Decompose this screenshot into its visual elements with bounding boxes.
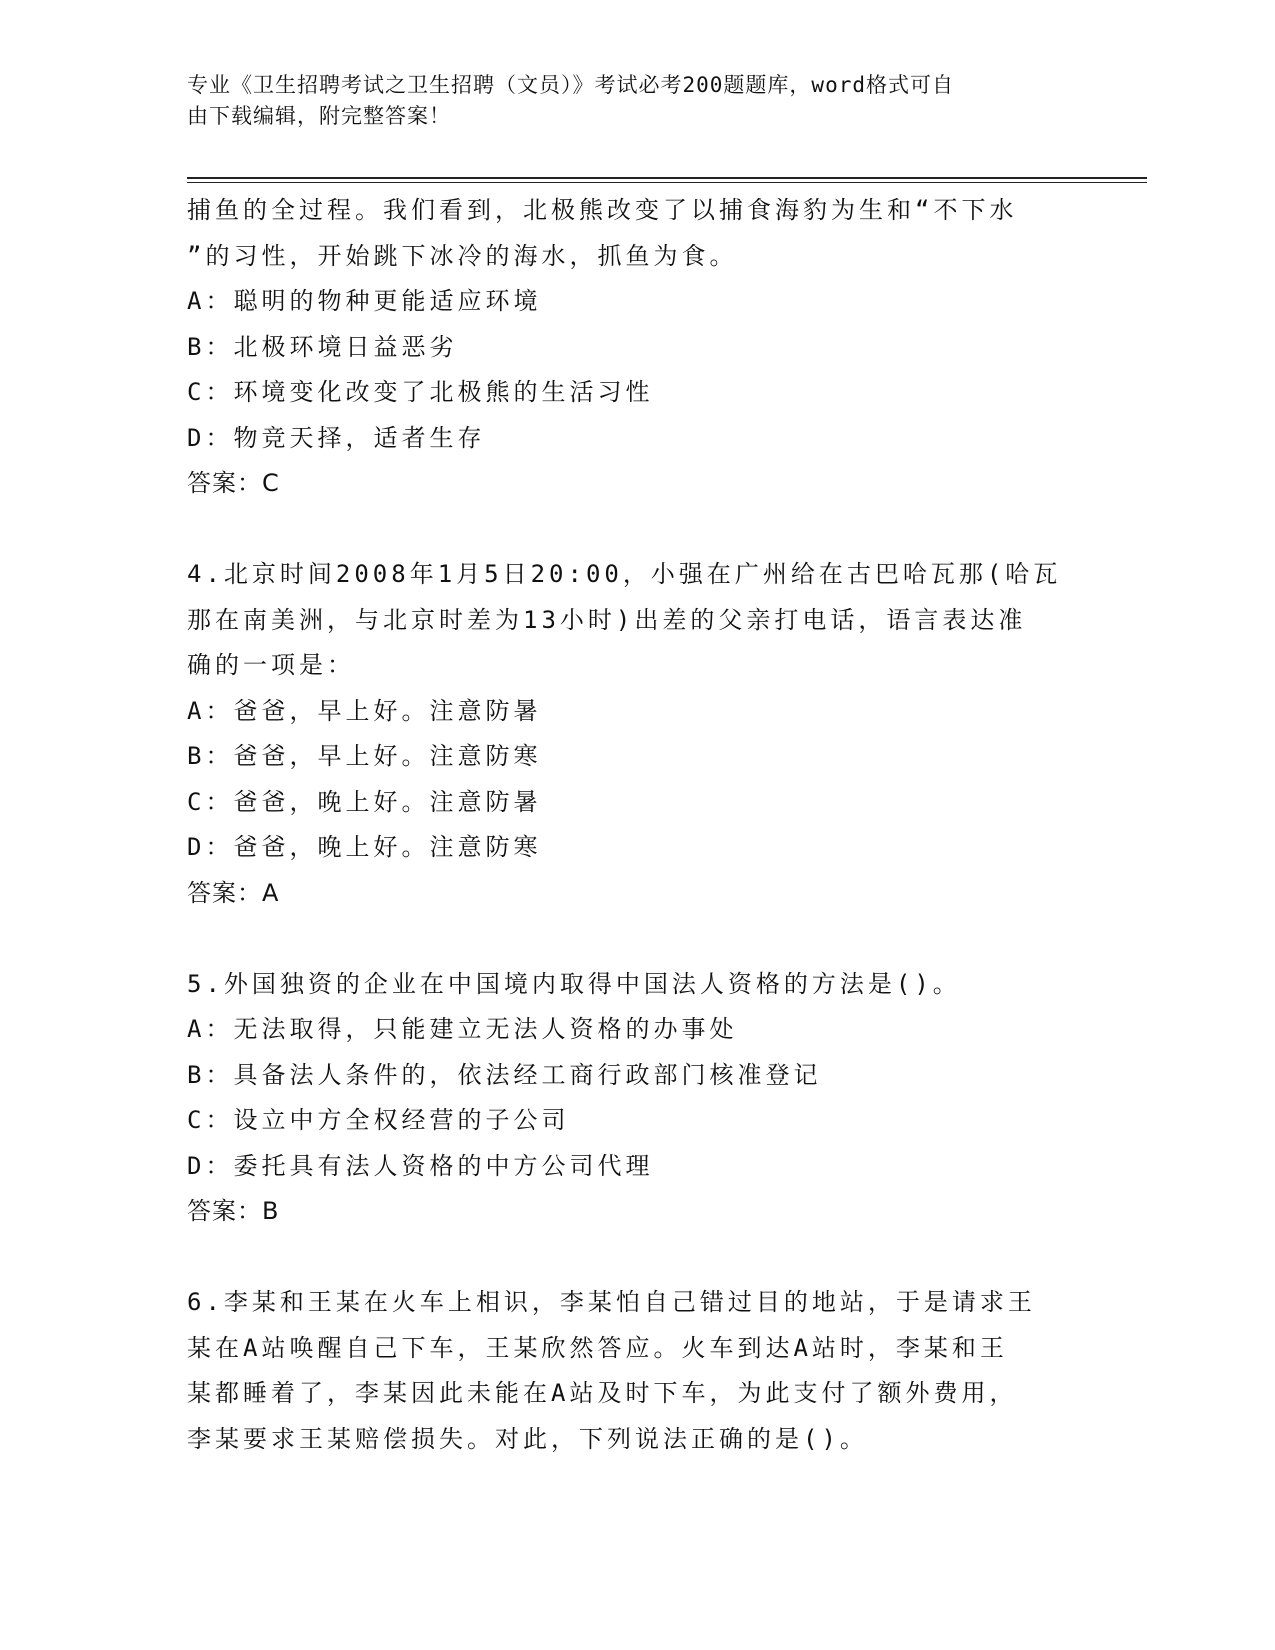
header-line-1: 专业《卫生招聘考试之卫生招聘（文员）》考试必考200题题库，word格式可自 xyxy=(187,73,954,97)
question-stem-line: 李某要求王某赔偿损失。对此，下列说法正确的是()。 xyxy=(187,1424,868,1453)
question-5 xyxy=(187,962,1087,1235)
question-6 xyxy=(187,1280,1087,1462)
header-divider-thin xyxy=(187,182,1147,183)
question-stem-line: ”的习性，开始跳下冰冷的海水，抓鱼为食。 xyxy=(187,241,738,270)
document-body xyxy=(187,188,1087,1462)
option-b: B：北极环境日益恶劣 xyxy=(187,332,458,361)
option-a: A：无法取得，只能建立无法人资格的办事处 xyxy=(187,1015,738,1043)
document-header xyxy=(187,70,1067,132)
option-c: C：设立中方全权经营的子公司 xyxy=(187,1106,570,1134)
question-stem-line: 某在A站唤醒自己下车，王某欣然答应。火车到达A站时，李某和王 xyxy=(187,1333,1008,1362)
spacer xyxy=(187,507,1087,553)
question-stem-line: 确的一项是： xyxy=(187,651,355,679)
answer-line: 答案：C xyxy=(187,469,280,497)
question-stem-line: 6.李某和王某在火车上相识，李某怕自己错过目的地站，于是请求王 xyxy=(187,1288,1036,1316)
question-stem-line: 5.外国独资的企业在中国境内取得中国法人资格的方法是()。 xyxy=(187,969,961,998)
option-b: B：爸爸，早上好。注意防寒 xyxy=(187,742,542,770)
header-divider-thick xyxy=(187,177,1147,179)
option-d: D：爸爸，晚上好。注意防寒 xyxy=(187,833,542,861)
question-3 xyxy=(187,188,1087,507)
answer-line: 答案：A xyxy=(187,878,280,907)
question-stem-line: 某都睡着了，李某因此未能在A站及时下车，为此支付了额外费用， xyxy=(187,1379,1018,1407)
option-a: A：爸爸，早上好。注意防暑 xyxy=(187,696,542,725)
header-line-2: 由下载编辑，附完整答案！ xyxy=(187,104,451,128)
option-d: D：物竞天择，适者生存 xyxy=(187,423,486,452)
spacer xyxy=(187,1235,1087,1281)
option-c: C：爸爸，晚上好。注意防暑 xyxy=(187,787,542,816)
question-4 xyxy=(187,552,1087,916)
question-stem-line: 那在南美洲，与北京时差为13小时)出差的父亲打电话，语言表达准 xyxy=(187,605,1027,634)
question-stem-line: 捕鱼的全过程。我们看到，北极熊改变了以捕食海豹为生和“不下水 xyxy=(187,196,1018,224)
option-d: D：委托具有法人资格的中方公司代理 xyxy=(187,1151,654,1180)
option-a: A：聪明的物种更能适应环境 xyxy=(187,287,542,315)
spacer xyxy=(187,916,1087,962)
option-c: C：环境变化改变了北极熊的生活习性 xyxy=(187,378,654,406)
answer-line: 答案：B xyxy=(187,1197,280,1225)
option-b: B：具备法人条件的，依法经工商行政部门核准登记 xyxy=(187,1060,822,1089)
question-stem-line: 4.北京时间2008年1月5日20:00，小强在广州给在古巴哈瓦那(哈瓦 xyxy=(187,560,1062,588)
